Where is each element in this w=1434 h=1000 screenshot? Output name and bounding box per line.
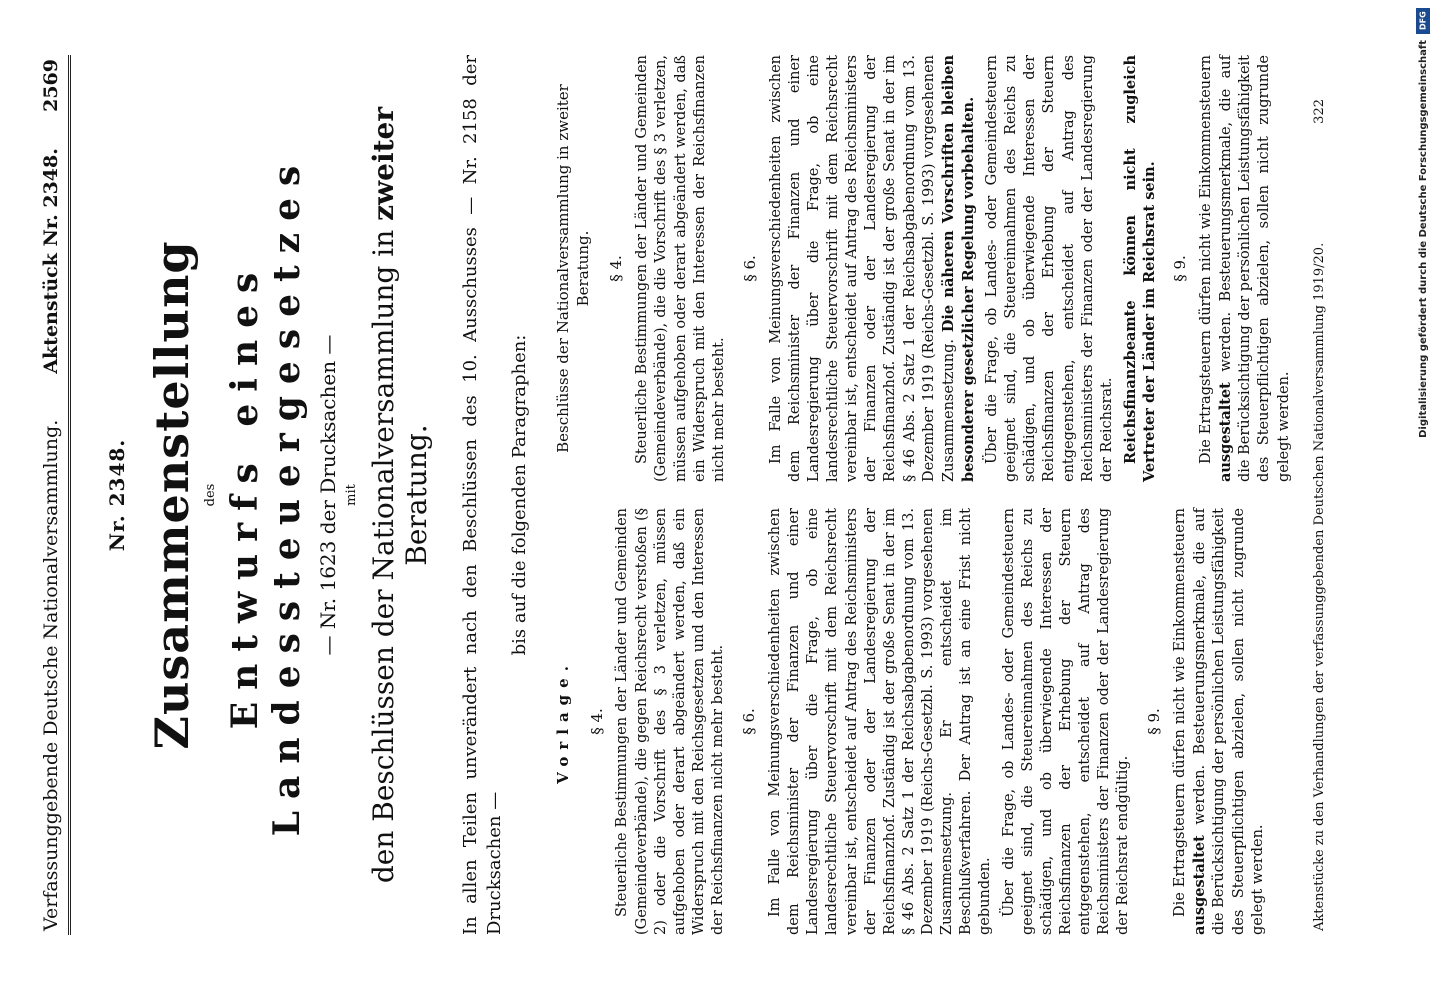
footer-source: Aktenstücke zu den Verhandlungen der verfassunggebenden Deutschen Nationalversammlung 1919/20. <box>1311 242 1327 931</box>
document-number: Nr. 2348. <box>105 438 129 552</box>
beschluss-post: Beratung. <box>400 424 433 566</box>
intro-text <box>459 55 532 935</box>
beschluss-line <box>367 55 433 935</box>
beschluss-pre: den Beschlüssen der Nationalversammlung in <box>367 229 400 884</box>
column-heading-vorlage: Vorlage. <box>553 659 572 784</box>
digitization-credit: Digitalisierung gefördert durch die Deutsche Forschungsgemeinschaft <box>1417 40 1429 438</box>
s9-bold: ausgestaltet <box>1217 382 1235 482</box>
footer-sheet-number: 322 <box>1311 99 1327 124</box>
title-mit: mit <box>344 484 359 506</box>
page-footer <box>1312 55 1327 935</box>
section-heading: § 4. <box>587 708 606 735</box>
section-text <box>1197 55 1294 482</box>
section-heading: § 9. <box>1171 255 1190 282</box>
digitization-sidebar <box>1412 0 1434 1000</box>
s9-pre: Die Ertragsteuern dürfen nicht wie Einkommensteuern <box>1198 55 1214 464</box>
section-text <box>767 55 979 482</box>
document-title: Zusammenstellung <box>145 240 199 750</box>
s6-text: Im Falle von Meinungsverschiedenheiten zwischen dem Reichsminister der Finanzen und einer Landesregierung über die Frage, ob eine landesrechtliche Steuervorschrift mit dem Reichsrecht vereinbar ist, entscheidet auf Antrag des Reichsministers der Finanzen oder der Landesregierung der Reichsfinanzhof. Zuständig ist der große Senat in der im § 46 Abs. 2 Satz 1 der Reichsabgabenordnung vom 13. Dezember 1919 (Reichs-Gesetzbl. S. 1993) vorgesehenen Zusammensetzung. <box>767 55 957 482</box>
header-publication: Verfassunggebende Deutsche Nationalversammlung. <box>40 419 62 931</box>
column-beschluesse <box>554 55 1298 482</box>
section-text: Steuerliche Bestimmungen der Länder und Gemeinden (Gemeindeverbände), die gegen Reichsrecht verstoßen (§ 2) oder die Vorschrift des § 3 verletzen, müssen aufgehoben oder derart abgeändert werden, daß ein Widerspruch mit den Reichsgesetzen und den Interessen der Reichsfinanzen nicht mehr besteht. <box>614 508 727 935</box>
intro-line-1: In allen Teilen unverändert nach den Beschlüssen des 10. Ausschusses — Nr. 2158 der Drucksachen — <box>460 55 506 935</box>
column-heading-beschluesse: Beschlüsse der Nationalversammlung in zweiter Beratung. <box>553 84 592 453</box>
s6-bold: Die näheren Vorschriften bleiben besonderer gesetzlicher Regelung vorbehalten. <box>939 55 977 482</box>
section-text <box>1171 508 1268 935</box>
intro-line-2: bis auf die folgenden Paragraphen: <box>508 334 530 656</box>
section-heading: § 4. <box>607 255 626 282</box>
section-heading: § 9. <box>1145 708 1164 735</box>
document-page <box>0 25 1400 975</box>
title-des: des <box>203 483 218 507</box>
s9-bold: ausgestaltet <box>1191 835 1209 935</box>
s9-rest: werden. Besteuerungsmerkmale, die auf die Berücksichtigung der persönlichen Leistungsfähigkeit des Steuerpflichtigen abzielen, sollen nicht zugrunde gelegt werden. <box>1192 508 1266 935</box>
dfg-logo: DFG <box>1416 8 1430 34</box>
section-heading: § 6. <box>740 708 759 735</box>
section-text: Über die Frage, ob Landes- oder Gemeindesteuern geeignet sind, die Steuereinnahmen des Reichs zu schädigen, und ob überwiegende Interessen der Reichsfinanzen der Erhebung der Steuern entgegenstehen, entscheidet auf Antrag des Reichsministers der Finanzen oder der Landesregierung der Reichsrat endgültig. <box>1000 508 1132 935</box>
section-heading: § 6. <box>740 255 759 282</box>
section-text: Über die Frage, ob Landes- oder Gemeindesteuern geeignet sind, die Steuereinnahmen des Reichs zu schädigen, und ob überwiegende Interessen der Reichsfinanzen der Erhebung der Steuern entgegenstehen, entscheidet auf Antrag des Reichsministers der Finanzen oder der Landesregierung der Reichsrat. <box>984 55 1115 482</box>
section-text: Im Falle von Meinungsverschiedenheiten zwischen dem Reichsminister der Finanzen und einer Landesregierung über die Frage, ob eine landesrechtliche Steuervorschrift mit dem Reichsrecht vereinbar ist, entscheidet auf Antrag des Reichsministers der Finanzen oder der Landesregierung der Reichsfinanzhof. Zuständig ist der große Senat in der im § 46 Abs. 2 Satz 1 der Reichsabgabenordnung vom 13. Dezember 1919 (Reichs-Gesetzbl. S. 1993) vorgesehenen Zusammensetzung. Er entscheidet im Beschlußverfahren. Der Antrag ist an eine Frist nicht gebunden. <box>767 508 994 935</box>
page-header <box>40 55 71 935</box>
comparison-columns <box>554 55 1298 935</box>
section-text-bold: Reichsfinanzbeamte können nicht zugleich Vertreter der Länder im Reichsrat sein. <box>1121 55 1159 482</box>
s9-pre: Die Ertragsteuern dürfen nicht wie Einkommensteuern <box>1172 508 1189 917</box>
page-number: 2569 <box>40 59 62 112</box>
column-vorlage <box>554 508 1298 935</box>
section-text: Steuerliche Bestimmungen der Länder und Gemeinden (Gemeindeverbände), die die Vorschrift des § 3 verletzen, müssen aufgehoben oder derart abgeändert werden, daß ein Widerspruch mit den Interessen der Reichsfinanzen nicht mehr besteht. <box>634 55 727 482</box>
s9-rest: werden. Besteuerungsmerkmale, die auf die Berücksichtigung der persönlichen Leistungsfähigkeit des Steuerpflichtigen abzielen, sollen nicht zugrunde gelegt werden. <box>1218 55 1292 482</box>
document-subject: Entwurfs eines Landessteuergesetzes <box>224 153 308 837</box>
drucksache-reference: — Nr. 1623 der Drucksachen — <box>316 334 340 656</box>
beschluss-bold: zweiter <box>367 106 400 221</box>
header-document-number: Aktenstück Nr. 2348. <box>40 148 62 374</box>
